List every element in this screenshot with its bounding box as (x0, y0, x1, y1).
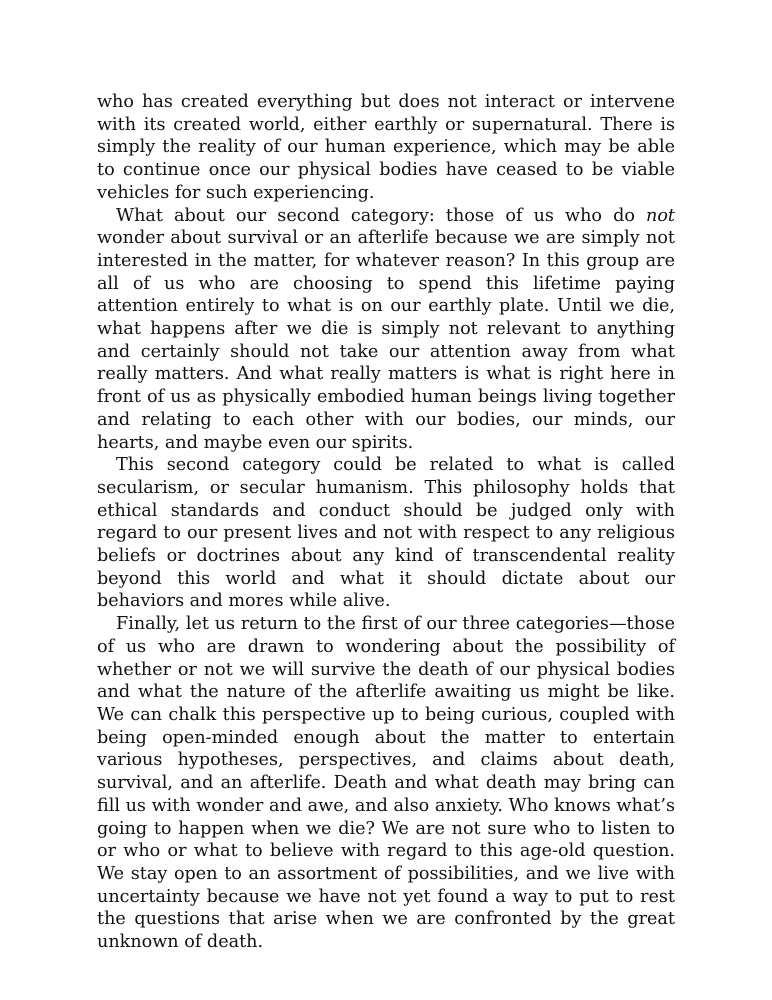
paragraph-3: This second category could be related to what is called secularism, or secular humanism. This philosophy holds that ethical standards and conduct should be judged only with regard to our present lives and not with respect to any religious beliefs or doctrines about any kind of transcendental reality beyond this world and what it should dictate about our behaviors and mores while alive. (97, 455, 675, 612)
paragraph-2-rest: wonder about survival or an afterlife because we are simply not interested in the matter, for whatever reason? In this group are all of us who are choosing to spend this lifetime paying attention entirely to what is on our earthly plate. Until we die, what happens after we die is simply not relevant to anything and certainly should not take our attention away from what really matters. And what really matters is what is right here in front of us as physically embodied human beings living together and relating to each other with our bodies, our minds, our hearts, and maybe even our spirits. (97, 228, 675, 453)
page-body (97, 91, 675, 954)
paragraph-1: who has created everything but does not interact or intervene with its created world, either earthly or supernatural. There is simply the reality of our human experience, which may be able to continue once our physical bodies have ceased to be viable vehicles for such experiencing. (97, 92, 675, 203)
paragraph-2-lead: What about our second category: those of us who do (116, 205, 646, 226)
paragraph-4: Finally, let us return to the first of our three categories—those of us who are drawn to wondering about the possibility of whether or not we will survive the death of our physical bodies and what the nature of the afterlife awaiting us might be like. We can chalk this perspective up to being curious, coupled with being open-minded enough about the matter to entertain various hypotheses, perspectives, and claims about death, survival, and an afterlife. Death and what death may bring can fill us with wonder and awe, and also anxiety. Who knows what’s going to happen when we die? We are not sure who to listen to or who or what to believe with regard to this age-old question. We stay open to an assortment of possibilities, and we live with uncertainty because we have not yet found a way to put to rest the questions that arise when we are confronted by the great unknown of death. (97, 614, 675, 953)
paragraph-2-emphasis: not (646, 205, 675, 226)
paragraph-2 (97, 205, 675, 455)
